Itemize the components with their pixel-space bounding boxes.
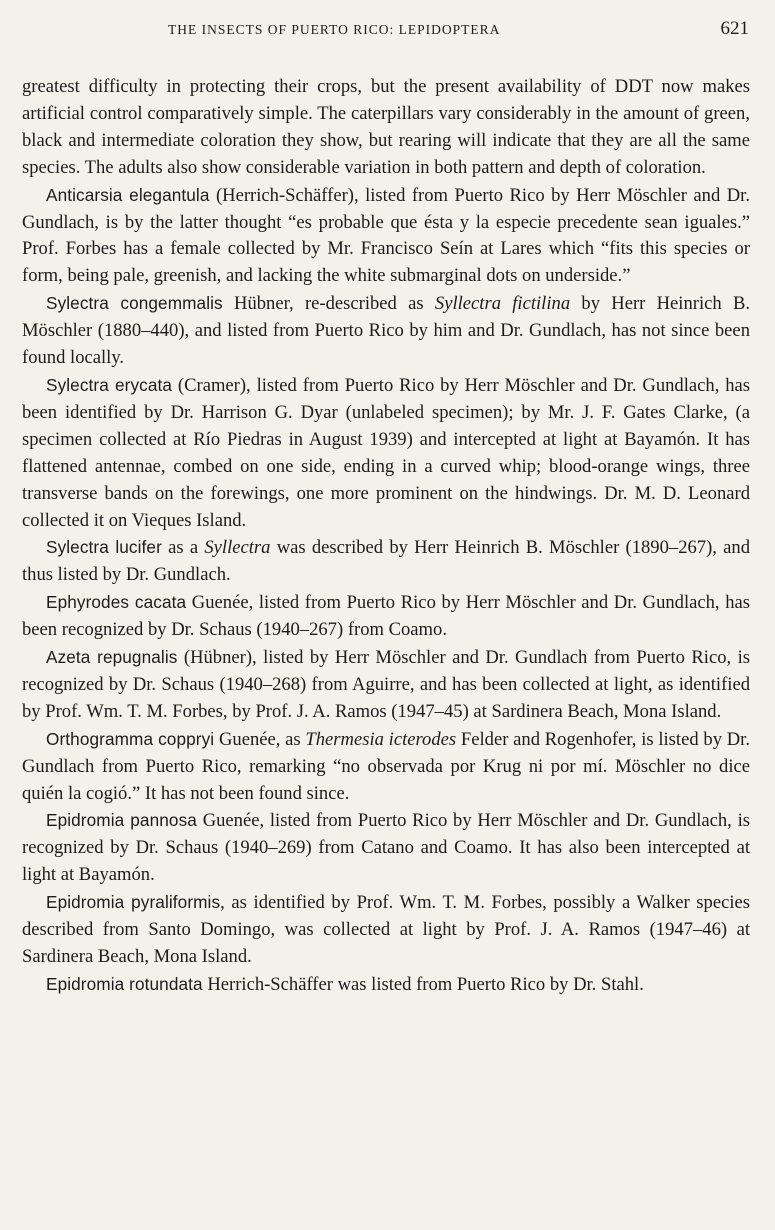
species-name: Anticarsia elegantula bbox=[46, 184, 210, 205]
running-head bbox=[0, 20, 775, 44]
species-entry-epidromia-pyraliformis bbox=[22, 889, 750, 971]
paragraph-text: by Herr Heinrich B. Möschler (1880–440), and listed from Puerto Rico by him and Dr. Gundlach, has not since been found locally. bbox=[22, 293, 750, 369]
species-entry-ephyrodes-cacata bbox=[22, 589, 750, 644]
species-name: Epidromia pyraliformis bbox=[46, 892, 221, 913]
paragraph-text: Guenée, listed from Puerto Rico by Herr Möschler and Dr. Gundlach, has been recognized by Dr. Schaus (1940–267) from Coamo. bbox=[22, 592, 750, 641]
species-name: Sylectra erycata bbox=[46, 374, 173, 395]
species-name: Epidromia rotundata bbox=[46, 973, 203, 994]
page-number: 621 bbox=[720, 18, 749, 39]
paragraph-text: Guenée, listed from Puerto Rico by Herr Möschler and Dr. Gundlach, is recognized by Dr. Schaus (1940–269) from Catano and Coamo. It has also been intercepted at light at Bayamón. bbox=[22, 810, 750, 886]
paragraph-text: Guenée, as bbox=[214, 728, 306, 750]
body-text bbox=[22, 74, 750, 999]
species-name: Orthogramma coppryi bbox=[46, 728, 215, 749]
italic-taxon: Syllectra fictilina bbox=[434, 293, 571, 315]
italic-taxon: Syllectra bbox=[204, 537, 271, 559]
species-entry-epidromia-pannosa bbox=[22, 807, 750, 889]
species-entry-sylectra-congemmalis bbox=[22, 290, 750, 372]
running-title: THE INSECTS OF PUERTO RICO: LEPIDOPTERA bbox=[168, 22, 501, 37]
paragraph-text: (Cramer), listed from Puerto Rico by Herr Möschler and Dr. Gundlach, has been identified by Dr. Harrison G. Dyar (unlabeled specimen); by Mr. J. F. Gates Clarke, (a specimen collected at Río Piedras in August 1939) and intercepted at light at Bayamón. It has flattened antennae, combed on one side, ending in a curved whip; blood-orange wings, three transverse bands on the forewings, one more prominent on the hindwings. Dr. M. D. Leonard collected it on Vieques Island. bbox=[22, 374, 750, 531]
paragraph-text: greatest difficulty in protecting their crops, but the present availability of DDT now makes artificial control comparatively simple. The caterpillars vary considerably in the amount of green, black and intermediate coloration they show, but rearing will indicate that they are all the same species. The adults also show considerable variation in both pattern and depth of coloration. bbox=[22, 76, 750, 178]
species-name: Ephyrodes cacata bbox=[46, 592, 187, 613]
species-name: Sylectra congemmalis bbox=[46, 293, 223, 314]
paragraph-continuation bbox=[22, 74, 750, 182]
species-entry-azeta-repugnalis bbox=[22, 644, 750, 726]
paragraph-text: was described by Herr Heinrich B. Möschler (1890–267), and thus listed by Dr. Gundlach. bbox=[22, 537, 751, 586]
paragraph-text: (Herrich-Schäffer), listed from Puerto Rico by Herr Möschler and Dr. Gundlach, is by the latter thought “es probable que ésta y la especie precedente sean iguales.” Prof. Forbes has a female collected by Mr. Francisco Seín at Lares which “fits this species or form, being pale, greenish, and lacking the white submarginal dots on underside.” bbox=[22, 184, 750, 287]
species-entry-epidromia-rotundata bbox=[22, 971, 750, 999]
species-name: Sylectra lucifer bbox=[46, 537, 162, 558]
paragraph-text: as a bbox=[161, 537, 205, 559]
italic-taxon: Thermesia icterodes bbox=[305, 728, 457, 750]
species-entry-orthogramma-coppryi bbox=[22, 726, 750, 808]
paragraph-text: (Hübner), listed by Herr Möschler and Dr. Gundlach from Puerto Rico, is recognized by Dr. Schaus (1940–268) from Aguirre, and has been collected at light, as identified by Prof. Wm. T. M. Forbes, by Prof. J. A. Ramos (1947–45) at Sardinera Beach, Mona Island. bbox=[22, 647, 750, 722]
species-name: Azeta repugnalis bbox=[46, 647, 178, 668]
paragraph-text: , as identified by Prof. Wm. T. M. Forbes, possibly a Walker species described from Santo Domingo, was collected at light by Prof. J. A. Ramos (1947–46) at Sardinera Beach, Mona Island. bbox=[22, 892, 750, 967]
paragraph-text: Herrich-Schäffer was listed from Puerto Rico by Dr. Stahl. bbox=[202, 973, 644, 995]
species-name: Epidromia pannosa bbox=[46, 810, 197, 831]
paragraph-text: Hübner, re-described as bbox=[222, 293, 435, 315]
species-entry-anticarsia-elegantula bbox=[22, 182, 750, 291]
species-entry-sylectra-erycata bbox=[22, 372, 750, 534]
species-entry-sylectra-lucifer bbox=[22, 534, 750, 589]
paragraph-text: Felder and Rogenhofer, is listed by Dr. Gundlach from Puerto Rico, remarking “no observada por Krug ni por mí. Möschler no dice quién la cogió.” It has not been found since. bbox=[22, 728, 750, 804]
